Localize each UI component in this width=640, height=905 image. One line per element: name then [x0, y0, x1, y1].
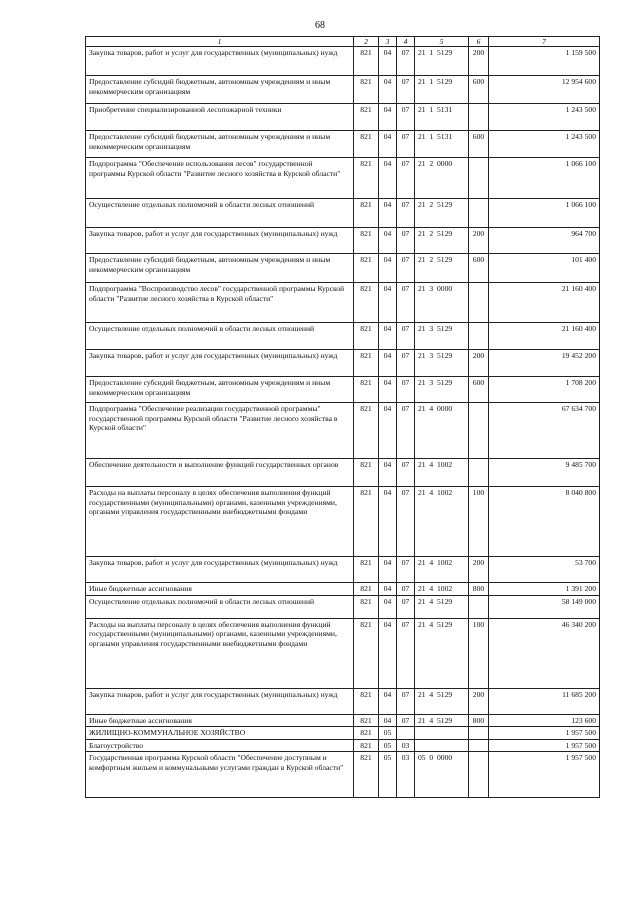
row-csr: 21 4 5129	[415, 595, 469, 618]
row-vr	[469, 595, 489, 618]
row-name: Осуществление отдельных полномочий в области лесных отношений	[86, 199, 354, 228]
row-sum: 1 159 500	[489, 47, 600, 76]
row-pr: 07	[397, 47, 415, 76]
table-row	[86, 557, 600, 583]
row-rz: 04	[379, 228, 397, 254]
table-row	[86, 228, 600, 254]
row-pr: 07	[397, 104, 415, 131]
row-csr: 21 1 5131	[415, 131, 469, 158]
row-pr: 07	[397, 618, 415, 688]
row-rz: 05	[379, 752, 397, 798]
row-rz: 04	[379, 714, 397, 727]
table-row	[86, 283, 600, 323]
row-pr: 07	[397, 583, 415, 596]
row-name: Закупка товаров, работ и услуг для государственных (муниципальных) нужд	[86, 688, 354, 714]
row-name: Расходы на выплаты персоналу в целях обеспечения выполнения функций государственными (муниципальными) органами, казенными учреждениями, органами управления государственными внебюджетными фондами	[86, 618, 354, 688]
row-gr: 821	[354, 714, 379, 727]
row-vr: 600	[469, 131, 489, 158]
row-sum: 67 634 700	[489, 403, 600, 459]
table-row	[86, 377, 600, 403]
row-sum: 101 400	[489, 254, 600, 283]
row-pr: 07	[397, 403, 415, 459]
row-name: Подпрограмма "Обеспечение использования лесов" государственной программы Курской области "Развитие лесного хозяйства в Курской области"	[86, 158, 354, 199]
row-gr: 821	[354, 228, 379, 254]
row-name: Предоставление субсидий бюджетным, автономным учреждениям и иным некоммерческим организациям	[86, 377, 354, 403]
row-rz: 04	[379, 283, 397, 323]
row-gr: 821	[354, 254, 379, 283]
table-row	[86, 350, 600, 377]
row-gr: 821	[354, 403, 379, 459]
row-csr: 21 2 5129	[415, 254, 469, 283]
row-gr: 821	[354, 104, 379, 131]
row-csr: 21 1 5131	[415, 104, 469, 131]
table-row	[86, 254, 600, 283]
row-vr	[469, 283, 489, 323]
row-sum: 1 243 500	[489, 104, 600, 131]
row-sum: 12 954 600	[489, 76, 600, 104]
row-gr: 821	[354, 459, 379, 487]
row-csr: 21 4 1002	[415, 583, 469, 596]
row-gr: 821	[354, 557, 379, 583]
row-vr: 600	[469, 76, 489, 104]
row-sum: 1 391 200	[489, 583, 600, 596]
table-row	[86, 323, 600, 350]
row-sum: 46 340 200	[489, 618, 600, 688]
row-rz: 04	[379, 76, 397, 104]
row-sum: 1 957 500	[489, 727, 600, 740]
table-row	[86, 76, 600, 104]
row-csr	[415, 727, 469, 740]
row-gr: 821	[354, 76, 379, 104]
row-sum: 1 957 500	[489, 752, 600, 798]
row-name: Иные бюджетные ассигнования	[86, 583, 354, 596]
row-csr: 21 4 5129	[415, 618, 469, 688]
row-name: Осуществление отдельных полномочий в области лесных отношений	[86, 323, 354, 350]
row-sum: 21 160 400	[489, 283, 600, 323]
row-name: Обеспечение деятельности и выполнение функций государственных органов	[86, 459, 354, 487]
row-csr: 21 4 1002	[415, 557, 469, 583]
header-cell: 3	[379, 37, 397, 47]
row-vr	[469, 323, 489, 350]
row-csr: 21 2 0000	[415, 158, 469, 199]
row-rz: 04	[379, 131, 397, 158]
row-csr: 21 4 5129	[415, 688, 469, 714]
row-gr: 821	[354, 47, 379, 76]
row-sum: 964 700	[489, 228, 600, 254]
row-pr: 03	[397, 739, 415, 752]
row-csr: 21 4 0000	[415, 403, 469, 459]
row-rz: 05	[379, 739, 397, 752]
row-pr: 07	[397, 131, 415, 158]
row-gr: 821	[354, 323, 379, 350]
budget-table	[85, 36, 600, 798]
row-name: Закупка товаров, работ и услуг для государственных (муниципальных) нужд	[86, 557, 354, 583]
row-name: Предоставление субсидий бюджетным, автономным учреждениям и иным некоммерческим организациям	[86, 254, 354, 283]
row-vr	[469, 158, 489, 199]
row-pr: 07	[397, 228, 415, 254]
header-cell: 5	[415, 37, 469, 47]
row-sum: 19 452 200	[489, 350, 600, 377]
header-cell: 7	[489, 37, 600, 47]
row-vr	[469, 104, 489, 131]
row-pr: 07	[397, 199, 415, 228]
row-gr: 821	[354, 618, 379, 688]
row-rz: 04	[379, 377, 397, 403]
row-vr	[469, 199, 489, 228]
table-row	[86, 199, 600, 228]
row-pr: 07	[397, 377, 415, 403]
row-sum: 21 160 400	[489, 323, 600, 350]
row-csr: 21 3 5129	[415, 350, 469, 377]
row-rz: 04	[379, 487, 397, 557]
row-rz: 04	[379, 199, 397, 228]
row-name: Приобретение специализированной лесопожарной техники	[86, 104, 354, 131]
table-row	[86, 131, 600, 158]
row-gr: 821	[354, 377, 379, 403]
table-row	[86, 158, 600, 199]
row-gr: 821	[354, 199, 379, 228]
header-cell: 6	[469, 37, 489, 47]
row-sum: 8 040 800	[489, 487, 600, 557]
row-name: Подпрограмма "Воспроизводство лесов" государственной программы Курской области "Развитие лесного хозяйства в Курской области"	[86, 283, 354, 323]
row-pr	[397, 727, 415, 740]
table-row	[86, 752, 600, 798]
table-row	[86, 727, 600, 740]
row-vr	[469, 459, 489, 487]
row-pr: 03	[397, 752, 415, 798]
row-rz: 04	[379, 595, 397, 618]
row-csr: 21 4 5129	[415, 714, 469, 727]
row-vr: 200	[469, 557, 489, 583]
row-csr: 21 3 5129	[415, 323, 469, 350]
row-sum: 1 066 100	[489, 199, 600, 228]
row-pr: 07	[397, 688, 415, 714]
row-rz: 04	[379, 254, 397, 283]
row-rz: 04	[379, 618, 397, 688]
row-name: Благоустройство	[86, 739, 354, 752]
row-gr: 821	[354, 752, 379, 798]
row-csr: 21 4 1002	[415, 459, 469, 487]
row-gr: 821	[354, 131, 379, 158]
row-pr: 07	[397, 714, 415, 727]
row-gr: 821	[354, 283, 379, 323]
header-row	[86, 37, 600, 47]
row-vr: 200	[469, 228, 489, 254]
row-sum: 123 600	[489, 714, 600, 727]
row-rz: 04	[379, 47, 397, 76]
row-vr	[469, 403, 489, 459]
row-csr: 21 2 5129	[415, 199, 469, 228]
row-rz: 04	[379, 583, 397, 596]
row-gr: 821	[354, 583, 379, 596]
row-pr: 07	[397, 350, 415, 377]
row-sum: 58 149 000	[489, 595, 600, 618]
row-pr: 07	[397, 283, 415, 323]
row-sum: 9 485 700	[489, 459, 600, 487]
row-gr: 821	[354, 739, 379, 752]
row-sum: 1 243 500	[489, 131, 600, 158]
table-row	[86, 739, 600, 752]
row-vr	[469, 752, 489, 798]
row-rz: 04	[379, 557, 397, 583]
page-number: 68	[315, 20, 325, 31]
row-rz: 04	[379, 104, 397, 131]
row-rz: 04	[379, 403, 397, 459]
row-vr: 100	[469, 618, 489, 688]
table-row	[86, 618, 600, 688]
table-row	[86, 595, 600, 618]
row-csr	[415, 739, 469, 752]
row-pr: 07	[397, 487, 415, 557]
row-vr: 800	[469, 583, 489, 596]
row-name: ЖИЛИЩНО-КОММУНАЛЬНОЕ ХОЗЯЙСТВО	[86, 727, 354, 740]
table-row	[86, 403, 600, 459]
row-name: Закупка товаров, работ и услуг для государственных (муниципальных) нужд	[86, 228, 354, 254]
row-vr: 200	[469, 688, 489, 714]
row-pr: 07	[397, 595, 415, 618]
row-csr: 05 0 0000	[415, 752, 469, 798]
row-pr: 07	[397, 76, 415, 104]
row-vr: 600	[469, 254, 489, 283]
row-rz: 04	[379, 350, 397, 377]
table-row	[86, 714, 600, 727]
row-csr: 21 2 5129	[415, 228, 469, 254]
row-sum: 1 957 500	[489, 739, 600, 752]
row-name: Государственная программа Курской области "Обеспечение доступным и комфортным жильем и коммунальными услугами граждан в Курской области"	[86, 752, 354, 798]
row-name: Закупка товаров, работ и услуг для государственных (муниципальных) нужд	[86, 47, 354, 76]
row-name: Подпрограмма "Обеспечение реализации государственной программы" государственной программы Курской области "Развитие лесного хозяйства в Курской области"	[86, 403, 354, 459]
row-gr: 821	[354, 158, 379, 199]
row-rz: 05	[379, 727, 397, 740]
row-gr: 821	[354, 688, 379, 714]
row-name: Расходы на выплаты персоналу в целях обеспечения выполнения функций государственными (муниципальными) органами, казенными учреждениями, органами управления государственными внебюджетными фондами	[86, 487, 354, 557]
row-csr: 21 1 5129	[415, 47, 469, 76]
table-row	[86, 104, 600, 131]
table-row	[86, 47, 600, 76]
row-pr: 07	[397, 557, 415, 583]
row-rz: 04	[379, 688, 397, 714]
row-gr: 821	[354, 727, 379, 740]
row-rz: 04	[379, 323, 397, 350]
row-name: Предоставление субсидий бюджетным, автономным учреждениям и иным некоммерческим организациям	[86, 76, 354, 104]
row-pr: 07	[397, 459, 415, 487]
row-gr: 821	[354, 595, 379, 618]
table-row	[86, 583, 600, 596]
row-gr: 821	[354, 487, 379, 557]
row-sum: 53 700	[489, 557, 600, 583]
row-name: Иные бюджетные ассигнования	[86, 714, 354, 727]
row-name: Закупка товаров, работ и услуг для государственных (муниципальных) нужд	[86, 350, 354, 377]
row-csr: 21 3 5129	[415, 377, 469, 403]
row-vr: 800	[469, 714, 489, 727]
table-row	[86, 459, 600, 487]
row-vr: 600	[469, 377, 489, 403]
header-cell: 1	[86, 37, 354, 47]
header-cell: 4	[397, 37, 415, 47]
row-vr	[469, 739, 489, 752]
row-csr: 21 4 1002	[415, 487, 469, 557]
row-csr: 21 1 5129	[415, 76, 469, 104]
table-row	[86, 487, 600, 557]
row-vr: 200	[469, 350, 489, 377]
row-rz: 04	[379, 158, 397, 199]
header-cell: 2	[354, 37, 379, 47]
row-sum: 1 066 100	[489, 158, 600, 199]
row-vr: 200	[469, 47, 489, 76]
row-gr: 821	[354, 350, 379, 377]
row-csr: 21 3 0000	[415, 283, 469, 323]
row-pr: 07	[397, 254, 415, 283]
row-sum: 1 708 200	[489, 377, 600, 403]
row-vr	[469, 727, 489, 740]
row-name: Предоставление субсидий бюджетным, автономным учреждениям и иным некоммерческим организациям	[86, 131, 354, 158]
table-row	[86, 688, 600, 714]
row-name: Осуществление отдельных полномочий в области лесных отношений	[86, 595, 354, 618]
row-pr: 07	[397, 323, 415, 350]
row-rz: 04	[379, 459, 397, 487]
row-pr: 07	[397, 158, 415, 199]
row-sum: 11 685 200	[489, 688, 600, 714]
row-vr: 100	[469, 487, 489, 557]
